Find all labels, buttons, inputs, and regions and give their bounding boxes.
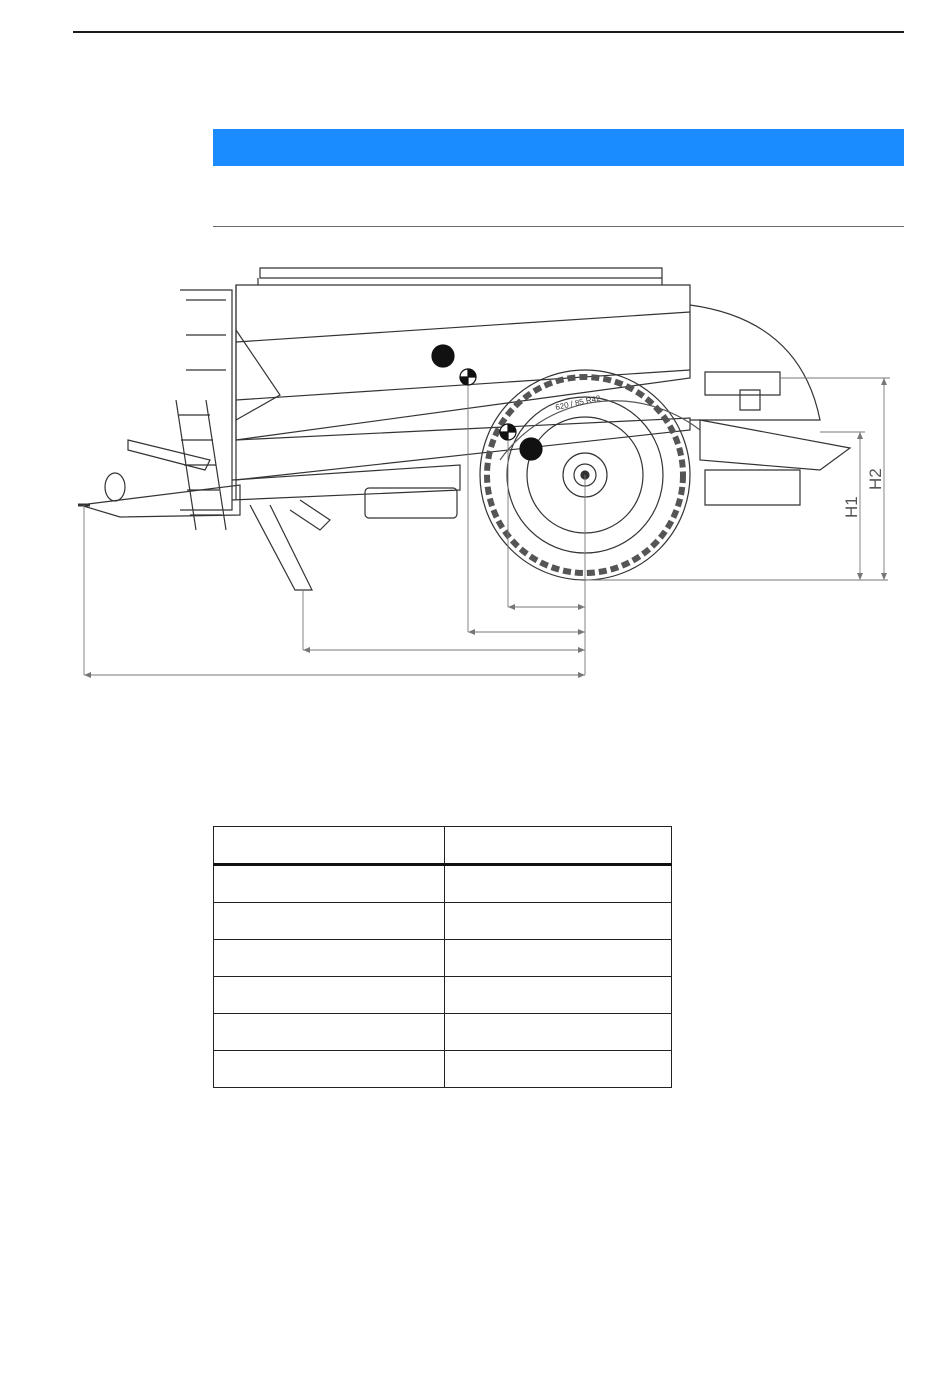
table-cell	[445, 903, 672, 940]
dimension-arrows	[84, 378, 887, 678]
access-ladder	[176, 290, 280, 530]
dimension-label-h1: H1	[842, 496, 861, 518]
table-row	[214, 940, 672, 977]
table-cell	[214, 977, 445, 1014]
drawbar	[78, 440, 240, 517]
table-header-cell	[445, 827, 672, 865]
table-cell	[214, 1051, 445, 1088]
dimension-label-h2: H2	[866, 468, 885, 490]
support-leg	[250, 500, 330, 590]
dimensions-table	[213, 826, 672, 1088]
table-row	[214, 1014, 672, 1051]
table-cell	[445, 1014, 672, 1051]
table-row	[214, 865, 672, 903]
table-row	[214, 1051, 672, 1088]
table-cell	[214, 940, 445, 977]
table-row	[214, 903, 672, 940]
rear-spreader-unit	[690, 305, 850, 505]
table-cell	[214, 903, 445, 940]
table-cell	[214, 1014, 445, 1051]
center-of-gravity-markers	[432, 345, 542, 460]
table-row	[214, 977, 672, 1014]
table-header-row	[214, 827, 672, 865]
table-cell	[445, 940, 672, 977]
table-cell	[445, 977, 672, 1014]
table-cell	[445, 865, 672, 903]
tire-marking: 620 / 85 R42	[554, 393, 602, 412]
table-cell	[214, 865, 445, 903]
table-cell	[445, 1051, 672, 1088]
table-header-cell	[214, 827, 445, 865]
dimension-lines	[84, 378, 890, 675]
